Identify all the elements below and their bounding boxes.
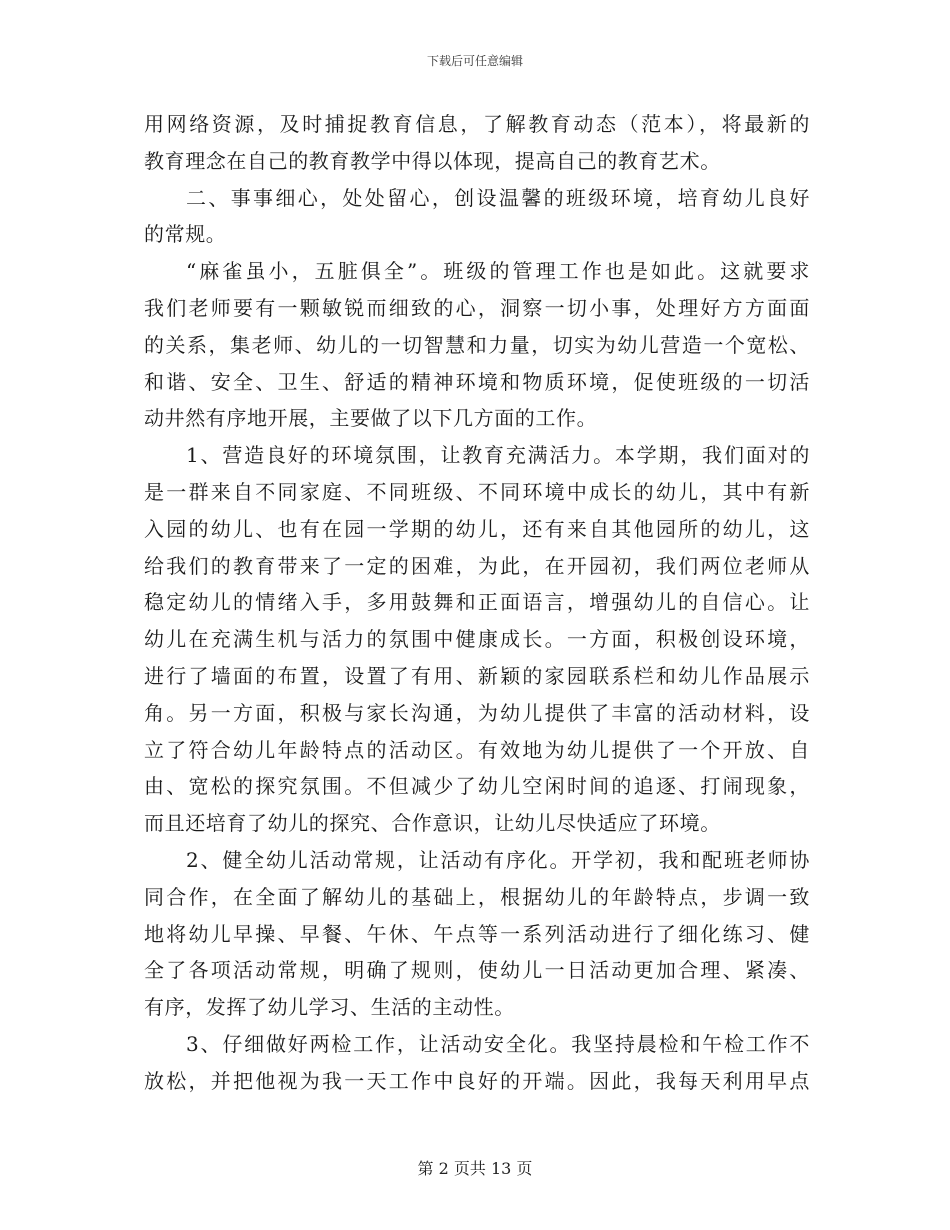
- text-line: 稳定幼儿的情绪入手，多用鼓舞和正面语言，增强幼儿的自信心。让: [144, 590, 810, 615]
- text-line: 给我们的教育带来了一定的困难，为此，在开园初，我们两位老师从: [144, 553, 810, 578]
- text-line: 幼儿在充满生机与活力的氛围中健康成长。一方面，积极创设环境，: [144, 627, 810, 652]
- text-line: 立了符合幼儿年龄特点的活动区。有效地为幼儿提供了一个开放、自: [144, 737, 810, 762]
- text-line: 角。另一方面，积极与家长沟通，为幼儿提供了丰富的活动材料，设: [144, 700, 810, 725]
- paragraph-start-line: 1、营造良好的环境氛围，让教育充满活力。本学期，我们面对的: [186, 443, 810, 468]
- text-line: 放松，并把他视为我一天工作中良好的开端。因此，我每天利用早点: [144, 1068, 810, 1093]
- text-line: 全了各项活动常规，明确了规则，使幼儿一日活动更加合理、紧凑、: [144, 958, 810, 983]
- text-line: 是一群来自不同家庭、不同班级、不同环境中成长的幼儿，其中有新: [144, 479, 810, 504]
- text-line: 用网络资源，及时捕捉教育信息，了解教育动态（范本），将最新的: [144, 112, 810, 136]
- document-body: [144, 106, 810, 1100]
- page-footer: 第 2 页共 13 页: [417, 1159, 533, 1178]
- text-line: 地将幼儿早操、早餐、午休、午点等一系列活动进行了细化练习、健: [144, 921, 810, 946]
- page-header: 下载后可任意编辑: [426, 54, 523, 68]
- text-line: 进行了墙面的布置，设置了有用、新颖的家园联系栏和幼儿作品展示: [144, 663, 810, 688]
- text-line: 有序，发挥了幼儿学习、生活的主动性。: [144, 995, 515, 1020]
- text-line: 我们老师要有一颗敏锐而细致的心，洞察一切小事，处理好方方面面: [144, 295, 810, 320]
- paragraph-start-line: 3、仔细做好两检工作，让活动安全化。我坚持晨检和午检工作不: [186, 1031, 810, 1056]
- text-line: 和谐、安全、卫生、舒适的精神环境和物质环境，促使班级的一切活: [144, 369, 810, 394]
- text-line: 动井然有序地开展，主要做了以下几方面的工作。: [144, 406, 598, 431]
- paragraph-start-line: 2、健全幼儿活动常规，让活动有序化。开学初，我和配班老师协: [186, 847, 810, 872]
- text-line: 的关系，集老师、幼儿的一切智慧和力量，切实为幼儿营造一个宽松、: [144, 332, 810, 357]
- text-line: 入园的幼儿、也有在园一学期的幼儿，还有来自其他园所的幼儿，这: [144, 516, 810, 541]
- text-line: 而且还培育了幼儿的探究、合作意识，让幼儿尽快适应了环境。: [144, 811, 721, 836]
- text-line: 的常规。: [144, 222, 227, 247]
- text-line: 同合作，在全面了解幼儿的基础上，根据幼儿的年龄特点，步调一致: [144, 884, 810, 909]
- section-heading-line: 二、事事细心，处处留心，创设温馨的班级环境，培育幼儿良好: [186, 185, 810, 210]
- text-line: 教育理念在自己的教育教学中得以体现，提高自己的教育艺术。: [144, 148, 721, 173]
- paragraph-start-line: “麻雀虽小，五脏俱全”。班级的管理工作也是如此。这就要求: [186, 259, 810, 284]
- text-line: 由、宽松的探究氛围。不但减少了幼儿空闲时间的追逐、打闹现象，: [144, 774, 810, 799]
